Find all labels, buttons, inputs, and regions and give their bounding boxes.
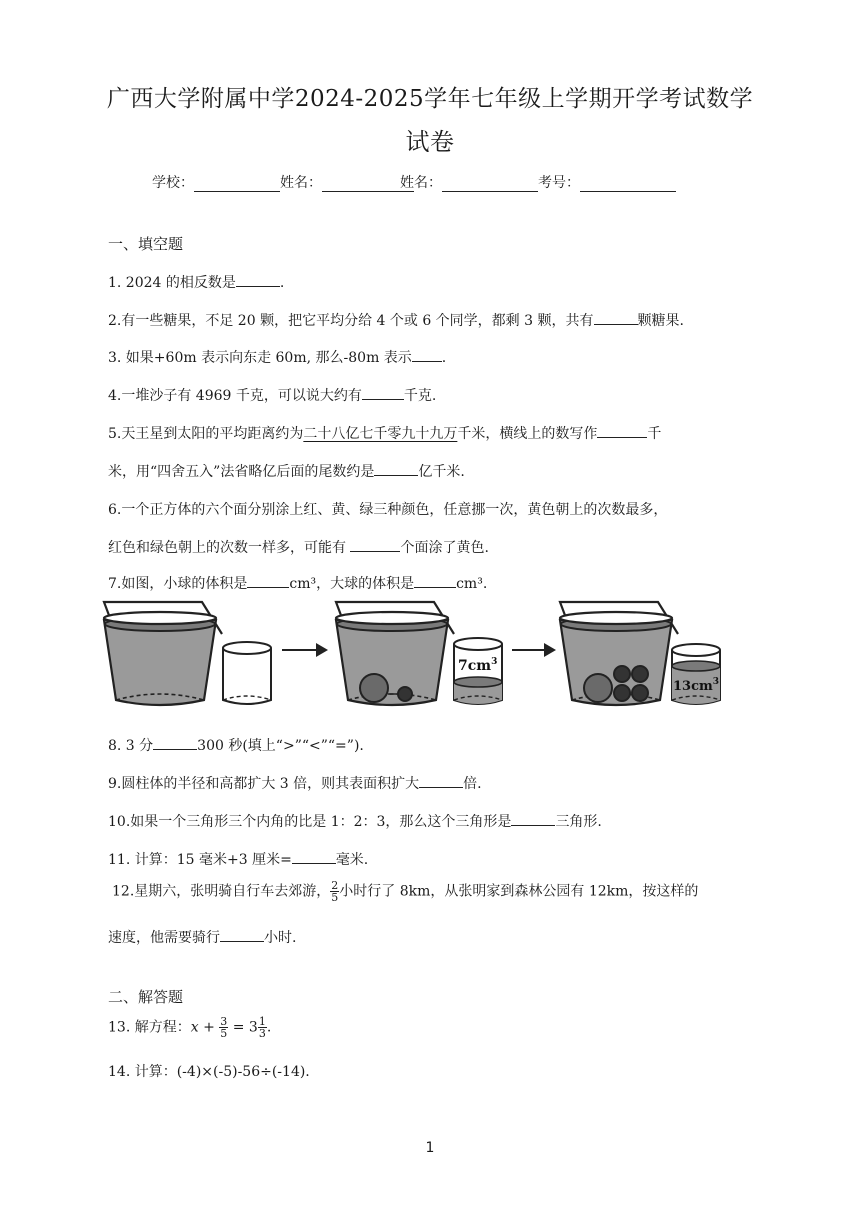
arrow-right-icon [282, 643, 328, 657]
name-label-1: 姓名： [280, 175, 322, 191]
question-11: 11. 计算：15 毫米+3 厘米= 毫米. [108, 852, 369, 868]
answer-blank [374, 462, 418, 476]
question-13: 13. 解方程：x + $\frac{3}{5}$ = 3 $\frac{1}{3}$ . [108, 1015, 272, 1040]
big-ball [360, 674, 388, 702]
volume-label-13: $13cm^3$ [673, 677, 720, 694]
answer-blank [362, 386, 404, 400]
question-2: 2.有一些糖果，不足 20 颗，把它平均分给 4 个或 6 个同学，都剩 3 颗，共有 颗糖果. [108, 313, 684, 329]
exam-no-blank [580, 177, 676, 192]
page-number: 1 [425, 1140, 435, 1156]
exam-no-label: 考号： [538, 175, 580, 191]
name-blank-2 [442, 177, 538, 192]
answer-blank [419, 774, 463, 788]
question-7: 7.如图，小球的体积是 cm³，大球的体积是 cm³. [108, 576, 488, 592]
answer-blank [220, 928, 264, 942]
small-ball [398, 687, 412, 701]
fraction-3-5: $\frac{3}{5}$ [220, 1015, 228, 1040]
answer-blank [597, 424, 647, 438]
answer-blank [350, 538, 400, 552]
question-12-cont: 速度，他需要骑行 小时. [108, 930, 297, 946]
question-8: 8. 3 分 300 秒(填上“>”“<”“=”). [108, 738, 364, 754]
arrow-right-icon [512, 643, 556, 657]
title-line-1: 广西大学附属中学2024-2025学年七年级上学期开学考试数学 [106, 86, 754, 112]
beaker-diagram [102, 596, 727, 714]
answer-blank [236, 273, 280, 287]
cylinder-7cm3 [454, 638, 502, 704]
school-blank [194, 177, 280, 192]
answer-blank [511, 812, 555, 826]
bucket-2 [336, 602, 454, 705]
question-6-cont: 红色和绿色朝上的次数一样多，可能有 个面涂了黄色. [108, 540, 489, 556]
cylinder-13cm3 [672, 644, 720, 704]
section-1-heading: 一、填空题 [108, 235, 184, 253]
question-14: 14. 计算：(-4)×(-5)-56÷(-14). [108, 1064, 310, 1080]
answer-blank [414, 574, 456, 588]
question-10: 10.如果一个三角形三个内角的比是 1：2：3，那么这个三角形是 三角形. [108, 814, 602, 830]
school-label: 学校： [152, 175, 194, 191]
question-5: 5.天王星到太阳的平均距离约为二十八亿七千零九十九万千米，横线上的数写作 千 [108, 426, 662, 442]
big-ball [584, 674, 612, 702]
bucket-1 [104, 602, 222, 705]
question-1: 1. 2024 的相反数是 . [108, 275, 285, 291]
student-info-row [152, 172, 676, 192]
volume-label-7: $7cm^3$ [458, 657, 498, 674]
underlined-number: 二十八亿七千零九十九万 [303, 426, 458, 442]
section-2-heading: 二、解答题 [108, 988, 184, 1006]
question-5-cont: 米，用“四舍五入”法省略亿后面的尾数约是 亿千米. [108, 464, 465, 480]
title-line-2: 试卷 [405, 128, 455, 156]
answer-blank [594, 311, 638, 325]
answer-blank [247, 574, 289, 588]
question-3: 3. 如果+60m 表示向东走 60m, 那么-80m 表示 . [108, 350, 447, 366]
fraction-1-3: $\frac{1}{3}$ [258, 1015, 266, 1040]
answer-blank [292, 850, 336, 864]
cylinder-empty [223, 642, 271, 704]
question-12: 12.星期六，张明骑自行车去郊游， $\frac{2}{5}$ 小时行了 8km，从张明家到森林公园有 12km，按这样的 [112, 879, 699, 904]
answer-blank [412, 348, 442, 362]
question-9: 9.圆柱体的半径和高都扩大 3 倍，则其表面积扩大 倍. [108, 776, 482, 792]
question-4: 4.一堆沙子有 4969 千克，可以说大约有 千克. [108, 388, 437, 404]
answer-blank [153, 736, 197, 750]
name-label-2: 姓名： [400, 175, 442, 191]
fraction-2-5: $\frac{2}{5}$ [331, 879, 339, 904]
question-6: 6.一个正方体的六个面分别涂上红、黄、绿三种颜色，任意挪一次，黄色朝上的次数最多， [108, 502, 668, 518]
